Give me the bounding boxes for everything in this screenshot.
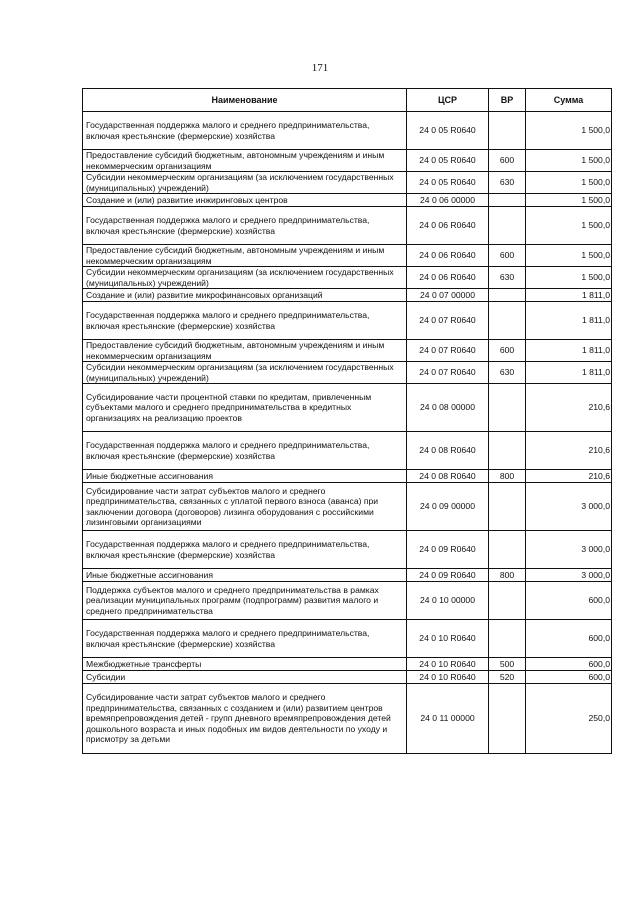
row-vr-cell: 630 bbox=[489, 267, 526, 289]
row-csr-cell: 24 0 07 R0640 bbox=[407, 362, 489, 384]
row-csr-cell: 24 0 08 R0640 bbox=[407, 470, 489, 483]
table-row bbox=[83, 150, 612, 172]
row-name-cell: Субсидии некоммерческим организациям (за исключением государственных (муниципальных) учреждений) bbox=[83, 267, 407, 289]
row-sum-cell: 210,6 bbox=[526, 384, 612, 432]
row-vr-cell bbox=[489, 194, 526, 207]
table-row bbox=[83, 207, 612, 245]
row-sum-cell: 1 811,0 bbox=[526, 289, 612, 302]
table-row bbox=[83, 658, 612, 671]
row-sum-cell: 1 500,0 bbox=[526, 112, 612, 150]
row-sum-cell: 600,0 bbox=[526, 671, 612, 684]
row-sum-cell: 1 500,0 bbox=[526, 194, 612, 207]
row-name-cell: Предоставление субсидий бюджетным, автономным учреждениям и иным некоммерческим организациям bbox=[83, 245, 407, 267]
row-vr-cell bbox=[489, 207, 526, 245]
header-sum: Сумма bbox=[526, 89, 612, 112]
row-name-cell: Межбюджетные трансферты bbox=[83, 658, 407, 671]
row-sum-cell: 210,6 bbox=[526, 432, 612, 470]
table-row bbox=[83, 531, 612, 569]
row-name-cell: Государственная поддержка малого и среднего предпринимательства, включая крестьянские (фермерские) хозяйства bbox=[83, 531, 407, 569]
header-name: Наименование bbox=[83, 89, 407, 112]
table-row bbox=[83, 620, 612, 658]
table-row bbox=[83, 684, 612, 754]
row-name-cell: Субсидирование части затрат субъектов малого и среднего предпринимательства, связанных с уплатой первого взноса (аванса) при заключении договора (договоров) лизинга оборудования с российскими лизинговыми организациями bbox=[83, 483, 407, 531]
row-csr-cell: 24 0 09 R0640 bbox=[407, 569, 489, 582]
row-name-cell: Иные бюджетные ассигнования bbox=[83, 470, 407, 483]
row-sum-cell: 600,0 bbox=[526, 582, 612, 620]
table-row bbox=[83, 470, 612, 483]
row-vr-cell bbox=[489, 384, 526, 432]
row-csr-cell: 24 0 11 00000 bbox=[407, 684, 489, 754]
row-csr-cell: 24 0 09 R0640 bbox=[407, 531, 489, 569]
row-csr-cell: 24 0 05 R0640 bbox=[407, 112, 489, 150]
row-vr-cell bbox=[489, 112, 526, 150]
row-sum-cell: 1 500,0 bbox=[526, 245, 612, 267]
row-vr-cell bbox=[489, 684, 526, 754]
table-row bbox=[83, 671, 612, 684]
row-vr-cell: 520 bbox=[489, 671, 526, 684]
row-name-cell: Субсидирование части затрат субъектов малого и среднего предпринимательства, связанных с созданием и (или) развитием центров времяпрепровождения детей - групп дневного времяпрепровождения детей дошкольного возраста и иных подобных им видов деятельности по уходу и присмотру за детьми bbox=[83, 684, 407, 754]
row-sum-cell: 1 811,0 bbox=[526, 302, 612, 340]
row-vr-cell: 630 bbox=[489, 172, 526, 194]
row-vr-cell bbox=[489, 302, 526, 340]
row-csr-cell: 24 0 05 R0640 bbox=[407, 172, 489, 194]
row-csr-cell: 24 0 08 R0640 bbox=[407, 432, 489, 470]
row-sum-cell: 1 500,0 bbox=[526, 267, 612, 289]
row-name-cell: Поддержка субъектов малого и среднего предпринимательства в рамках реализации муниципальных программ (подпрограмм) развития малого и среднего предпринимательства bbox=[83, 582, 407, 620]
row-name-cell: Предоставление субсидий бюджетным, автономным учреждениям и иным некоммерческим организациям bbox=[83, 150, 407, 172]
page-number: 171 bbox=[311, 62, 329, 74]
row-csr-cell: 24 0 10 00000 bbox=[407, 582, 489, 620]
row-name-cell: Государственная поддержка малого и среднего предпринимательства, включая крестьянские (фермерские) хозяйства bbox=[83, 620, 407, 658]
table-row bbox=[83, 582, 612, 620]
row-csr-cell: 24 0 10 R0640 bbox=[407, 658, 489, 671]
row-name-cell: Субсидирование части процентной ставки по кредитам, привлеченным субъектами малого и среднего предпринимательства в кредитных организациях на реализацию проектов bbox=[83, 384, 407, 432]
table-row bbox=[83, 569, 612, 582]
row-csr-cell: 24 0 06 R0640 bbox=[407, 267, 489, 289]
row-name-cell: Государственная поддержка малого и среднего предпринимательства, включая крестьянские (фермерские) хозяйства bbox=[83, 432, 407, 470]
row-csr-cell: 24 0 07 00000 bbox=[407, 289, 489, 302]
table-row bbox=[83, 384, 612, 432]
row-vr-cell: 500 bbox=[489, 658, 526, 671]
row-sum-cell: 1 500,0 bbox=[526, 207, 612, 245]
row-vr-cell bbox=[489, 289, 526, 302]
row-csr-cell: 24 0 10 R0640 bbox=[407, 671, 489, 684]
table-row bbox=[83, 172, 612, 194]
table-row bbox=[83, 194, 612, 207]
table-row bbox=[83, 267, 612, 289]
table-row bbox=[83, 245, 612, 267]
row-sum-cell: 1 500,0 bbox=[526, 172, 612, 194]
row-name-cell: Создание и (или) развитие инжиринговых центров bbox=[83, 194, 407, 207]
row-csr-cell: 24 0 07 R0640 bbox=[407, 302, 489, 340]
budget-table bbox=[82, 88, 612, 754]
row-csr-cell: 24 0 05 R0640 bbox=[407, 150, 489, 172]
row-csr-cell: 24 0 08 00000 bbox=[407, 384, 489, 432]
row-csr-cell: 24 0 06 R0640 bbox=[407, 245, 489, 267]
row-name-cell: Иные бюджетные ассигнования bbox=[83, 569, 407, 582]
row-name-cell: Государственная поддержка малого и среднего предпринимательства, включая крестьянские (фермерские) хозяйства bbox=[83, 207, 407, 245]
row-sum-cell: 250,0 bbox=[526, 684, 612, 754]
row-vr-cell bbox=[489, 582, 526, 620]
table-row bbox=[83, 483, 612, 531]
row-name-cell: Субсидии некоммерческим организациям (за исключением государственных (муниципальных) учреждений) bbox=[83, 362, 407, 384]
table-header-row bbox=[83, 89, 612, 112]
header-vr: ВР bbox=[489, 89, 526, 112]
row-vr-cell bbox=[489, 531, 526, 569]
row-sum-cell: 1 811,0 bbox=[526, 362, 612, 384]
row-csr-cell: 24 0 10 R0640 bbox=[407, 620, 489, 658]
table-row bbox=[83, 289, 612, 302]
row-vr-cell: 800 bbox=[489, 470, 526, 483]
row-sum-cell: 3 000,0 bbox=[526, 483, 612, 531]
row-sum-cell: 600,0 bbox=[526, 620, 612, 658]
row-csr-cell: 24 0 06 R0640 bbox=[407, 207, 489, 245]
row-sum-cell: 600,0 bbox=[526, 658, 612, 671]
row-name-cell: Государственная поддержка малого и среднего предпринимательства, включая крестьянские (фермерские) хозяйства bbox=[83, 302, 407, 340]
row-vr-cell: 600 bbox=[489, 150, 526, 172]
row-name-cell: Государственная поддержка малого и среднего предпринимательства, включая крестьянские (фермерские) хозяйства bbox=[83, 112, 407, 150]
row-name-cell: Создание и (или) развитие микрофинансовых организаций bbox=[83, 289, 407, 302]
table-row bbox=[83, 302, 612, 340]
row-name-cell: Субсидии bbox=[83, 671, 407, 684]
row-vr-cell bbox=[489, 620, 526, 658]
row-vr-cell: 600 bbox=[489, 340, 526, 362]
row-csr-cell: 24 0 07 R0640 bbox=[407, 340, 489, 362]
table-row bbox=[83, 362, 612, 384]
row-vr-cell: 630 bbox=[489, 362, 526, 384]
row-sum-cell: 210,6 bbox=[526, 470, 612, 483]
row-name-cell: Субсидии некоммерческим организациям (за исключением государственных (муниципальных) учреждений) bbox=[83, 172, 407, 194]
row-vr-cell bbox=[489, 432, 526, 470]
table-row bbox=[83, 432, 612, 470]
table-row bbox=[83, 112, 612, 150]
row-sum-cell: 3 000,0 bbox=[526, 531, 612, 569]
row-sum-cell: 1 811,0 bbox=[526, 340, 612, 362]
table-row bbox=[83, 340, 612, 362]
header-csr: ЦСР bbox=[407, 89, 489, 112]
row-csr-cell: 24 0 06 00000 bbox=[407, 194, 489, 207]
row-sum-cell: 1 500,0 bbox=[526, 150, 612, 172]
row-vr-cell: 600 bbox=[489, 245, 526, 267]
table-body bbox=[83, 112, 612, 754]
row-name-cell: Предоставление субсидий бюджетным, автономным учреждениям и иным некоммерческим организациям bbox=[83, 340, 407, 362]
row-csr-cell: 24 0 09 00000 bbox=[407, 483, 489, 531]
row-vr-cell bbox=[489, 483, 526, 531]
row-sum-cell: 3 000,0 bbox=[526, 569, 612, 582]
row-vr-cell: 800 bbox=[489, 569, 526, 582]
